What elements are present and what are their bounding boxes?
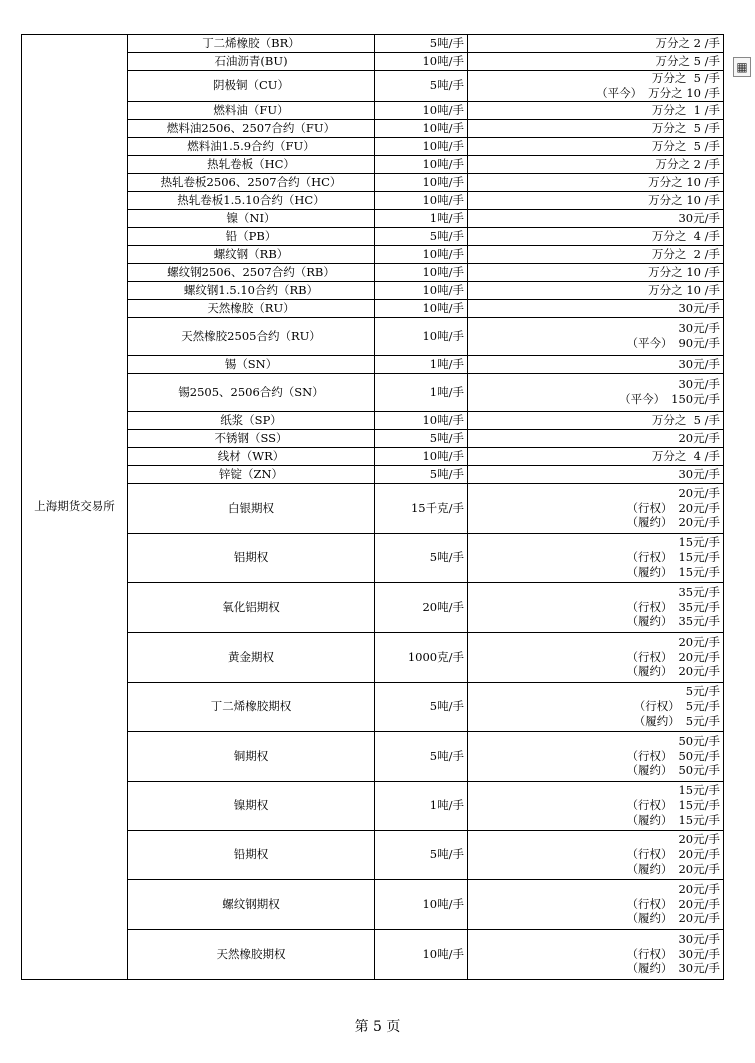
trading-unit: 5吨/手 bbox=[375, 830, 468, 879]
fee-qualifier: （平今） bbox=[626, 336, 673, 351]
fee-value: 50元/手 bbox=[678, 733, 720, 748]
table-row bbox=[22, 879, 724, 929]
fee-line bbox=[471, 54, 720, 69]
trading-unit: 10吨/手 bbox=[375, 299, 468, 317]
contract-name: 白银期权 bbox=[128, 483, 375, 533]
fee-value: 15元/手 bbox=[678, 564, 720, 579]
trading-unit: 10吨/手 bbox=[375, 137, 468, 155]
fee-cell bbox=[468, 411, 724, 429]
fee-value: 5元/手 bbox=[685, 684, 720, 699]
fee-value: 万分之 4 /手 bbox=[651, 228, 720, 243]
contract-name: 锡（SN） bbox=[128, 355, 375, 373]
fee-value: 30元/手 bbox=[678, 210, 720, 225]
fee-qualifier: （履约） bbox=[626, 614, 673, 629]
fee-value: 15元/手 bbox=[678, 783, 720, 798]
contract-name: 锌锭（ZN） bbox=[128, 465, 375, 483]
table-row bbox=[22, 299, 724, 317]
fee-value: 万分之 2 /手 bbox=[651, 246, 720, 261]
fee-line bbox=[471, 103, 720, 118]
contract-name: 线材（WR） bbox=[128, 447, 375, 465]
table-row bbox=[22, 245, 724, 263]
trading-unit: 5吨/手 bbox=[375, 682, 468, 731]
fee-cell bbox=[468, 53, 724, 71]
trading-unit: 5吨/手 bbox=[375, 71, 468, 102]
fee-value: 35元/手 bbox=[678, 599, 720, 614]
fee-qualifier: （履约） bbox=[626, 763, 673, 778]
contract-name: 阴极铜（CU） bbox=[128, 71, 375, 102]
fee-cell bbox=[468, 533, 724, 582]
fee-cell bbox=[468, 245, 724, 263]
fee-value: 5元/手 bbox=[685, 699, 720, 714]
contract-name: 铝期权 bbox=[128, 533, 375, 582]
contract-name: 锡2505、2506合约（SN） bbox=[128, 373, 375, 411]
fee-line bbox=[471, 377, 720, 392]
fee-line bbox=[471, 247, 720, 262]
fee-line bbox=[471, 832, 720, 847]
fee-value: 20元/手 bbox=[678, 664, 720, 679]
contract-name: 铅（PB） bbox=[128, 227, 375, 245]
fee-cell bbox=[468, 447, 724, 465]
trading-unit: 15千克/手 bbox=[375, 483, 468, 533]
trading-unit: 5吨/手 bbox=[375, 227, 468, 245]
trading-unit: 1吨/手 bbox=[375, 355, 468, 373]
fee-qualifier: （履约） bbox=[626, 564, 673, 579]
table-row bbox=[22, 101, 724, 119]
exchange-name: 上海期货交易所 bbox=[22, 35, 128, 980]
fee-line bbox=[471, 664, 720, 679]
table-row bbox=[22, 447, 724, 465]
fee-value: 20元/手 bbox=[678, 896, 720, 911]
fee-cell bbox=[468, 355, 724, 373]
fee-line bbox=[471, 565, 720, 580]
table-row bbox=[22, 533, 724, 582]
fee-qualifier: （行权） bbox=[626, 649, 673, 664]
fee-qualifier: （履约） bbox=[626, 861, 673, 876]
fee-cell bbox=[468, 281, 724, 299]
fee-value: 30元/手 bbox=[678, 356, 720, 371]
fee-value: 90元/手 bbox=[678, 336, 720, 351]
fee-value: 30元/手 bbox=[678, 961, 720, 976]
fee-value: 万分之 5 /手 bbox=[655, 54, 720, 69]
fee-value: 15元/手 bbox=[678, 798, 720, 813]
fee-value: 万分之 10 /手 bbox=[648, 192, 720, 207]
table-row bbox=[22, 830, 724, 879]
contract-name: 石油沥青(BU) bbox=[128, 53, 375, 71]
fee-qualifier: （行权） bbox=[626, 500, 673, 515]
fee-cell bbox=[468, 465, 724, 483]
contract-name: 燃料油2506、2507合约（FU） bbox=[128, 119, 375, 137]
fee-line bbox=[471, 283, 720, 298]
fee-value: 5元/手 bbox=[685, 713, 720, 728]
side-tool-icon[interactable]: ▦ bbox=[733, 57, 751, 77]
fee-value: 万分之 10 /手 bbox=[648, 174, 720, 189]
fee-qualifier: （履约） bbox=[626, 664, 673, 679]
fee-value: 20元/手 bbox=[678, 881, 720, 896]
trading-unit: 5吨/手 bbox=[375, 465, 468, 483]
fee-line bbox=[471, 265, 720, 280]
footer-prefix: 第 bbox=[354, 1019, 369, 1035]
table-row bbox=[22, 281, 724, 299]
fee-cell bbox=[468, 209, 724, 227]
fee-cell bbox=[468, 929, 724, 979]
table-row bbox=[22, 71, 724, 102]
table-row bbox=[22, 173, 724, 191]
contract-name: 丁二烯橡胶（BR） bbox=[128, 35, 375, 53]
fee-value: 20元/手 bbox=[678, 500, 720, 515]
fee-line bbox=[471, 139, 720, 154]
fee-line bbox=[471, 71, 720, 86]
trading-unit: 10吨/手 bbox=[375, 101, 468, 119]
fee-cell bbox=[468, 155, 724, 173]
trading-unit: 10吨/手 bbox=[375, 173, 468, 191]
page-footer bbox=[0, 1016, 755, 1036]
fee-table bbox=[21, 34, 724, 980]
fee-cell bbox=[468, 830, 724, 879]
fee-line bbox=[471, 882, 720, 897]
fee-qualifier: （履约） bbox=[626, 515, 673, 530]
table-row bbox=[22, 53, 724, 71]
fee-line bbox=[471, 211, 720, 226]
fee-value: 万分之 2 /手 bbox=[655, 156, 720, 171]
fee-value: 万分之 10 /手 bbox=[648, 282, 720, 297]
table-row bbox=[22, 411, 724, 429]
fee-cell bbox=[468, 101, 724, 119]
contract-name: 螺纹钢（RB） bbox=[128, 245, 375, 263]
fee-line bbox=[471, 734, 720, 749]
fee-qualifier: （行权） bbox=[626, 748, 673, 763]
fee-line bbox=[471, 515, 720, 530]
contract-name: 燃料油（FU） bbox=[128, 101, 375, 119]
fee-line bbox=[471, 847, 720, 862]
fee-cell bbox=[468, 227, 724, 245]
table-row bbox=[22, 317, 724, 355]
fee-line bbox=[471, 699, 720, 714]
fee-line bbox=[471, 614, 720, 629]
fee-line bbox=[471, 301, 720, 316]
fee-qualifier: （履约） bbox=[633, 713, 680, 728]
fee-value: 30元/手 bbox=[678, 946, 720, 961]
fee-qualifier: （平今） bbox=[619, 392, 666, 407]
table-row bbox=[22, 119, 724, 137]
trading-unit: 1吨/手 bbox=[375, 373, 468, 411]
fee-cell bbox=[468, 35, 724, 53]
fee-value: 20元/手 bbox=[678, 911, 720, 926]
contract-name: 铜期权 bbox=[128, 731, 375, 781]
fee-value: 万分之 1 /手 bbox=[651, 102, 720, 117]
fee-value: 30元/手 bbox=[678, 321, 720, 336]
fee-line bbox=[471, 961, 720, 976]
table-row bbox=[22, 155, 724, 173]
fee-value: 150元/手 bbox=[671, 392, 720, 407]
footer-suffix: 页 bbox=[386, 1019, 401, 1035]
trading-unit: 10吨/手 bbox=[375, 53, 468, 71]
table-row bbox=[22, 731, 724, 781]
fee-line bbox=[471, 798, 720, 813]
fee-line bbox=[471, 229, 720, 244]
trading-unit: 10吨/手 bbox=[375, 119, 468, 137]
fee-line bbox=[471, 714, 720, 729]
trading-unit: 10吨/手 bbox=[375, 245, 468, 263]
fee-table-body bbox=[22, 35, 724, 980]
fee-cell bbox=[468, 317, 724, 355]
fee-line bbox=[471, 357, 720, 372]
fee-cell bbox=[468, 119, 724, 137]
fee-line bbox=[471, 783, 720, 798]
fee-cell bbox=[468, 263, 724, 281]
fee-line bbox=[471, 550, 720, 565]
fee-line bbox=[471, 585, 720, 600]
trading-unit: 10吨/手 bbox=[375, 263, 468, 281]
fee-line bbox=[471, 193, 720, 208]
contract-name: 螺纹钢1.5.10合约（RB） bbox=[128, 281, 375, 299]
contract-name: 天然橡胶2505合约（RU） bbox=[128, 317, 375, 355]
fee-value: 20元/手 bbox=[678, 430, 720, 445]
table-row bbox=[22, 209, 724, 227]
fee-value: 15元/手 bbox=[678, 812, 720, 827]
fee-value: 20元/手 bbox=[678, 634, 720, 649]
fee-cell bbox=[468, 781, 724, 830]
fee-value: 30元/手 bbox=[678, 300, 720, 315]
fee-value: 35元/手 bbox=[678, 584, 720, 599]
trading-unit: 10吨/手 bbox=[375, 411, 468, 429]
fee-line bbox=[471, 36, 720, 51]
trading-unit: 10吨/手 bbox=[375, 281, 468, 299]
fee-value: 15元/手 bbox=[678, 550, 720, 565]
fee-line bbox=[471, 321, 720, 336]
contract-name: 铅期权 bbox=[128, 830, 375, 879]
fee-cell bbox=[468, 582, 724, 632]
trading-unit: 20吨/手 bbox=[375, 582, 468, 632]
table-row bbox=[22, 632, 724, 682]
fee-line bbox=[471, 535, 720, 550]
fee-value: 万分之 5 /手 bbox=[651, 120, 720, 135]
contract-name: 氧化铝期权 bbox=[128, 582, 375, 632]
trading-unit: 10吨/手 bbox=[375, 191, 468, 209]
table-row bbox=[22, 465, 724, 483]
contract-name: 纸浆（SP） bbox=[128, 411, 375, 429]
table-row bbox=[22, 355, 724, 373]
contract-name: 燃料油1.5.9合约（FU） bbox=[128, 137, 375, 155]
fee-value: 50元/手 bbox=[678, 748, 720, 763]
table-row bbox=[22, 781, 724, 830]
fee-line bbox=[471, 897, 720, 912]
fee-value: 20元/手 bbox=[678, 847, 720, 862]
contract-name: 天然橡胶（RU） bbox=[128, 299, 375, 317]
fee-qualifier: （平今） bbox=[596, 85, 643, 100]
fee-line bbox=[471, 175, 720, 190]
fee-line bbox=[471, 467, 720, 482]
fee-qualifier: （行权） bbox=[633, 699, 680, 714]
fee-value: 万分之 5 /手 bbox=[651, 138, 720, 153]
fee-value: 万分之 5 /手 bbox=[651, 412, 720, 427]
fee-value: 万分之 10 /手 bbox=[648, 264, 720, 279]
fee-line bbox=[471, 157, 720, 172]
contract-name: 热轧卷板2506、2507合约（HC） bbox=[128, 173, 375, 191]
fee-qualifier: （行权） bbox=[626, 896, 673, 911]
contract-name: 镍期权 bbox=[128, 781, 375, 830]
fee-line bbox=[471, 813, 720, 828]
fee-line bbox=[471, 650, 720, 665]
contract-name: 不锈钢（SS） bbox=[128, 429, 375, 447]
fee-line bbox=[471, 392, 720, 407]
fee-line bbox=[471, 431, 720, 446]
trading-unit: 10吨/手 bbox=[375, 929, 468, 979]
contract-name: 镍（NI） bbox=[128, 209, 375, 227]
fee-value: 15元/手 bbox=[678, 535, 720, 550]
fee-cell bbox=[468, 731, 724, 781]
fee-line bbox=[471, 684, 720, 699]
fee-line bbox=[471, 501, 720, 516]
fee-value: 20元/手 bbox=[678, 649, 720, 664]
fee-value: 20元/手 bbox=[678, 485, 720, 500]
fee-value: 万分之 5 /手 bbox=[651, 71, 720, 85]
fee-qualifier: （行权） bbox=[626, 847, 673, 862]
page-number: 5 bbox=[373, 1019, 382, 1035]
trading-unit: 1吨/手 bbox=[375, 781, 468, 830]
fee-line bbox=[471, 932, 720, 947]
table-row bbox=[22, 483, 724, 533]
fee-line bbox=[471, 911, 720, 926]
fee-line bbox=[471, 763, 720, 778]
fee-value: 30元/手 bbox=[678, 466, 720, 481]
trading-unit: 1000克/手 bbox=[375, 632, 468, 682]
fee-cell bbox=[468, 173, 724, 191]
fee-line bbox=[471, 635, 720, 650]
fee-cell bbox=[468, 632, 724, 682]
fee-value: 30元/手 bbox=[678, 931, 720, 946]
table-row bbox=[22, 682, 724, 731]
fee-value: 20元/手 bbox=[678, 515, 720, 530]
fee-value: 20元/手 bbox=[678, 861, 720, 876]
fee-line bbox=[471, 413, 720, 428]
fee-cell bbox=[468, 191, 724, 209]
fee-cell bbox=[468, 71, 724, 102]
table-row bbox=[22, 929, 724, 979]
table-row bbox=[22, 227, 724, 245]
table-row bbox=[22, 429, 724, 447]
fee-cell bbox=[468, 429, 724, 447]
trading-unit: 5吨/手 bbox=[375, 429, 468, 447]
trading-unit: 10吨/手 bbox=[375, 879, 468, 929]
fee-cell bbox=[468, 137, 724, 155]
contract-name: 丁二烯橡胶期权 bbox=[128, 682, 375, 731]
fee-value: 万分之 10 /手 bbox=[648, 85, 720, 100]
contract-name: 热轧卷板1.5.10合约（HC） bbox=[128, 191, 375, 209]
fee-qualifier: （行权） bbox=[626, 946, 673, 961]
fee-value: 35元/手 bbox=[678, 614, 720, 629]
table-row bbox=[22, 35, 724, 53]
trading-unit: 10吨/手 bbox=[375, 317, 468, 355]
table-row bbox=[22, 582, 724, 632]
table-row bbox=[22, 137, 724, 155]
table-row bbox=[22, 373, 724, 411]
fee-cell bbox=[468, 299, 724, 317]
trading-unit: 10吨/手 bbox=[375, 155, 468, 173]
contract-name: 螺纹钢期权 bbox=[128, 879, 375, 929]
fee-line bbox=[471, 86, 720, 101]
fee-qualifier: （履约） bbox=[626, 812, 673, 827]
fee-qualifier: （行权） bbox=[626, 550, 673, 565]
fee-value: 万分之 4 /手 bbox=[651, 448, 720, 463]
contract-name: 螺纹钢2506、2507合约（RB） bbox=[128, 263, 375, 281]
contract-name: 黄金期权 bbox=[128, 632, 375, 682]
table-row bbox=[22, 191, 724, 209]
fee-value: 50元/手 bbox=[678, 763, 720, 778]
fee-line bbox=[471, 947, 720, 962]
table-row bbox=[22, 263, 724, 281]
fee-cell bbox=[468, 483, 724, 533]
fee-cell bbox=[468, 879, 724, 929]
trading-unit: 10吨/手 bbox=[375, 447, 468, 465]
fee-value: 万分之 2 /手 bbox=[655, 36, 720, 51]
trading-unit: 5吨/手 bbox=[375, 533, 468, 582]
fee-line bbox=[471, 449, 720, 464]
fee-value: 30元/手 bbox=[678, 377, 720, 392]
contract-name: 天然橡胶期权 bbox=[128, 929, 375, 979]
fee-line bbox=[471, 121, 720, 136]
fee-cell bbox=[468, 373, 724, 411]
fee-qualifier: （履约） bbox=[626, 911, 673, 926]
fee-cell bbox=[468, 682, 724, 731]
fee-line bbox=[471, 862, 720, 877]
contract-name: 热轧卷板（HC） bbox=[128, 155, 375, 173]
fee-qualifier: （履约） bbox=[626, 961, 673, 976]
trading-unit: 5吨/手 bbox=[375, 731, 468, 781]
fee-qualifier: （行权） bbox=[626, 798, 673, 813]
fee-line bbox=[471, 600, 720, 615]
fee-line bbox=[471, 749, 720, 764]
trading-unit: 5吨/手 bbox=[375, 35, 468, 53]
trading-unit: 1吨/手 bbox=[375, 209, 468, 227]
fee-qualifier: （行权） bbox=[626, 599, 673, 614]
fee-value: 20元/手 bbox=[678, 832, 720, 847]
fee-line bbox=[471, 336, 720, 351]
fee-line bbox=[471, 486, 720, 501]
